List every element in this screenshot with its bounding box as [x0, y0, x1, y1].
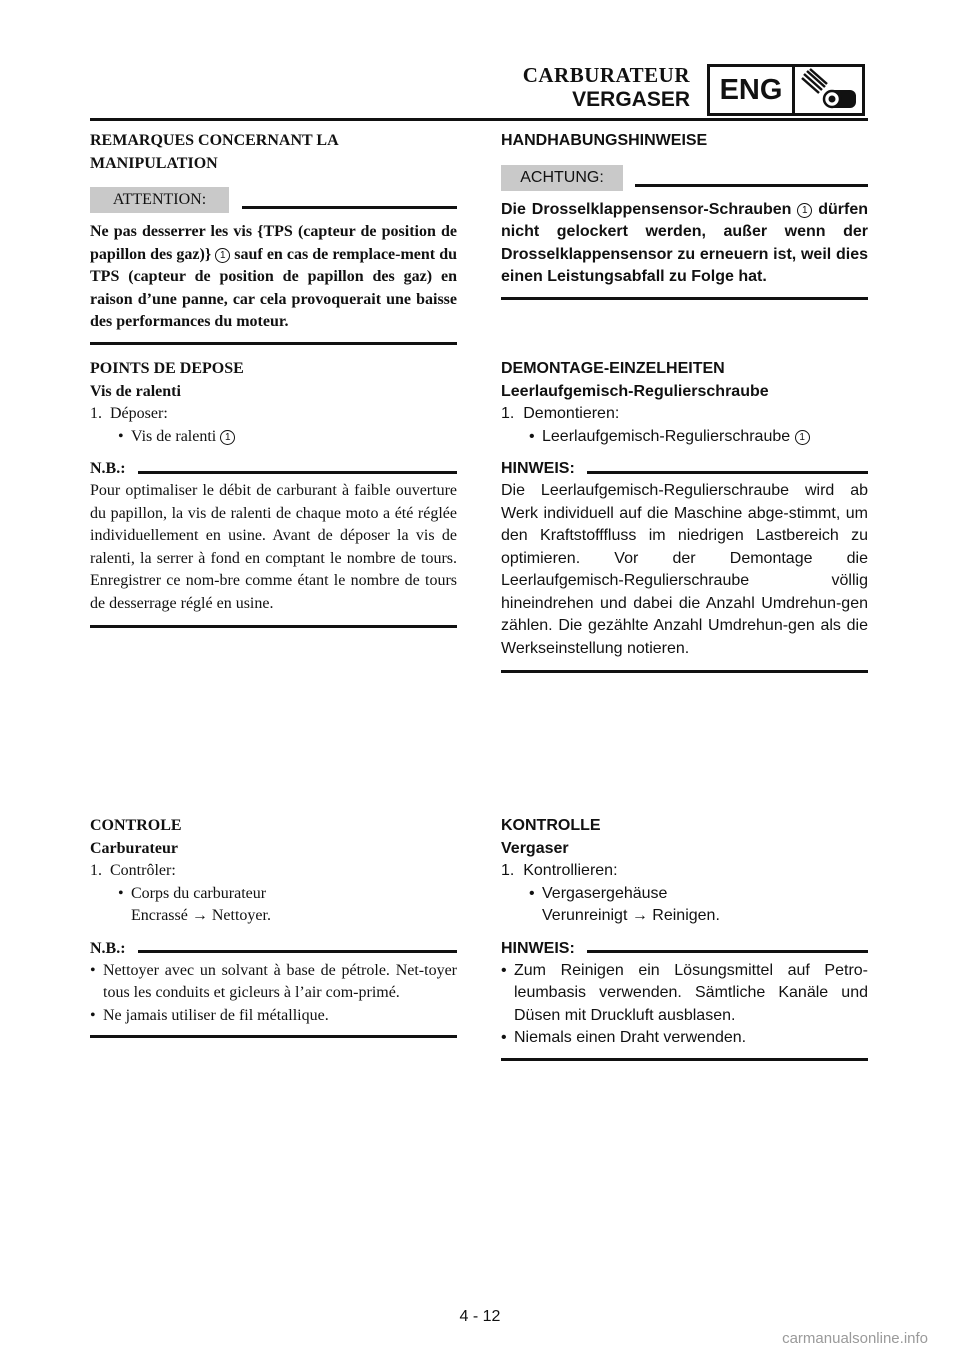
fr-note1-text: Pour optimaliser le débit de carburant à faible ouverture du papillon, la vis de ralenti de chaque moto a été réglée individuellement en usine. Avant de déposer la vis de ralenti, la serrer à fond en comptant le nombre de tours. Enregistrer ce nom-bre comme étant le nombre de tours de desserrage réglé en usine. — [90, 482, 457, 612]
de-note2-end-rule — [501, 1058, 868, 1061]
de-check-subtitle: Vergaser — [501, 839, 569, 857]
de-removal-section — [501, 358, 868, 673]
de-check-title: KONTROLLE — [501, 817, 601, 834]
de-check-section — [501, 815, 868, 1061]
page-number: 4 - 12 — [459, 1308, 501, 1325]
de-note2-item: • Zum Reinigen ein Lösungsmittel auf Petro-leumbasis verwenden. Sämtliche Kanäle und Düsen mit Druckluft ausblasen. — [501, 961, 868, 1024]
de-removal-title: DEMONTAGE-EINZELHEITEN — [501, 360, 725, 377]
fr-attention-line — [242, 206, 457, 209]
carburetor-icon — [795, 67, 862, 113]
chapter-badge-label: ENG — [710, 67, 795, 113]
de-check-item: • Vergasergehäuse — [529, 884, 668, 902]
section-title-german: VERGASER — [572, 88, 690, 111]
fr-note2-end-rule — [90, 1035, 457, 1038]
de-note1-header — [501, 460, 868, 478]
fr-note2-item: • Nettoyer avec un solvant à base de pétrole. Net-toyer tous les conduits et gicleurs à l’air com-primé. — [90, 961, 457, 1001]
de-attention-header — [501, 165, 868, 193]
de-handling-title: HANDHABUNGSHINWEISE — [501, 132, 708, 149]
fr-check-step: 1. Contrôler: — [90, 862, 176, 879]
fr-removal-step: 1. Déposer: — [90, 405, 168, 422]
fr-handling-title: REMARQUES CONCERNANT LA MANIPULATION — [90, 132, 338, 172]
fr-removal-item: • Vis de ralenti 1 — [90, 426, 457, 449]
fr-check-section — [90, 815, 457, 1038]
section-title-french: CARBURATEUR — [522, 63, 690, 87]
fr-check-subtitle: Carburateur — [90, 839, 178, 857]
callout-number: 1 — [220, 430, 235, 445]
fr-note1-header — [90, 460, 457, 478]
fr-attention-header — [90, 187, 457, 215]
fr-attention-label: ATTENTION: — [90, 187, 229, 213]
fr-note1-end-rule — [90, 625, 457, 628]
callout-number: 1 — [795, 430, 810, 445]
fr-check-result: Encrassé → Nettoyer. — [131, 907, 271, 924]
callout-number: 1 — [215, 248, 230, 263]
de-note2-header — [501, 940, 868, 958]
fr-check-title: CONTROLE — [90, 817, 182, 834]
de-attention-end-rule — [501, 297, 868, 300]
callout-number: 1 — [797, 203, 812, 218]
de-removal-item: • Leerlaufgemisch-Regulierschraube 1 — [501, 426, 868, 449]
watermark: carmanualsonline.info — [782, 1330, 928, 1347]
fr-attention-end-rule — [90, 342, 457, 345]
de-note1-text: Die Leerlaufgemisch-Regulierschraube wird ab Werk individuell auf die Maschine abge-stimmt, um den Kraftstofffluss im niedrigen Lastbereich zu optimieren. Vor der Demontage die Leerlaufgemisch-Regulierschraube völlig hineindrehen und dabei die Anzahl Umdrehun-gen zählen. Die gezählte Anzahl Umdrehun-gen als die Werkseinstellung notieren. — [501, 482, 868, 657]
de-attention-label: ACHTUNG: — [501, 165, 623, 191]
de-note1-end-rule — [501, 670, 868, 673]
de-handling-section — [501, 130, 868, 300]
fr-removal-section — [90, 358, 457, 628]
de-note2-item: • Niemals einen Draht verwenden. — [501, 1029, 747, 1046]
fr-note2-label: N.B.: — [90, 939, 126, 957]
de-check-result: Verunreinigt → Reinigen. — [542, 907, 720, 924]
fr-note2-header — [90, 940, 457, 958]
fr-note1-label: N.B.: — [90, 460, 126, 477]
fr-removal-title: POINTS DE DEPOSE — [90, 360, 244, 377]
fr-handling-section — [90, 130, 457, 345]
de-note1-label: HINWEIS: — [501, 460, 575, 477]
header-rule — [90, 118, 868, 121]
de-attention-line — [635, 184, 868, 187]
de-note2-label: HINWEIS: — [501, 939, 575, 957]
fr-attention-text: Ne pas desserrer les vis {TPS (capteur de position de papillon des gaz)} 1 sauf en cas de remplace-ment du TPS (capteur de position de papillon des gaz) en raison d’une panne, car cela provoquerait une baisse des performances du moteur. — [90, 223, 457, 330]
fr-check-item: • Corps du carburateur — [118, 884, 267, 902]
de-check-step: 1. Kontrollieren: — [501, 862, 618, 879]
de-removal-subtitle: Leerlaufgemisch-Regulierschraube — [501, 382, 769, 400]
de-attention-text: Die Drosselklappensensor-Schrauben 1 dürfen nicht gelockert werden, außer wenn der Drosselklappensensor zu erneuern ist, weil dies einen Leistungsabfall zu Folge hat. — [501, 200, 868, 285]
chapter-badge — [707, 64, 865, 116]
de-removal-step: 1. Demontieren: — [501, 405, 620, 422]
fr-removal-subtitle: Vis de ralenti — [90, 382, 181, 400]
fr-note2-item: • Ne jamais utiliser de fil métallique. — [90, 1006, 329, 1024]
